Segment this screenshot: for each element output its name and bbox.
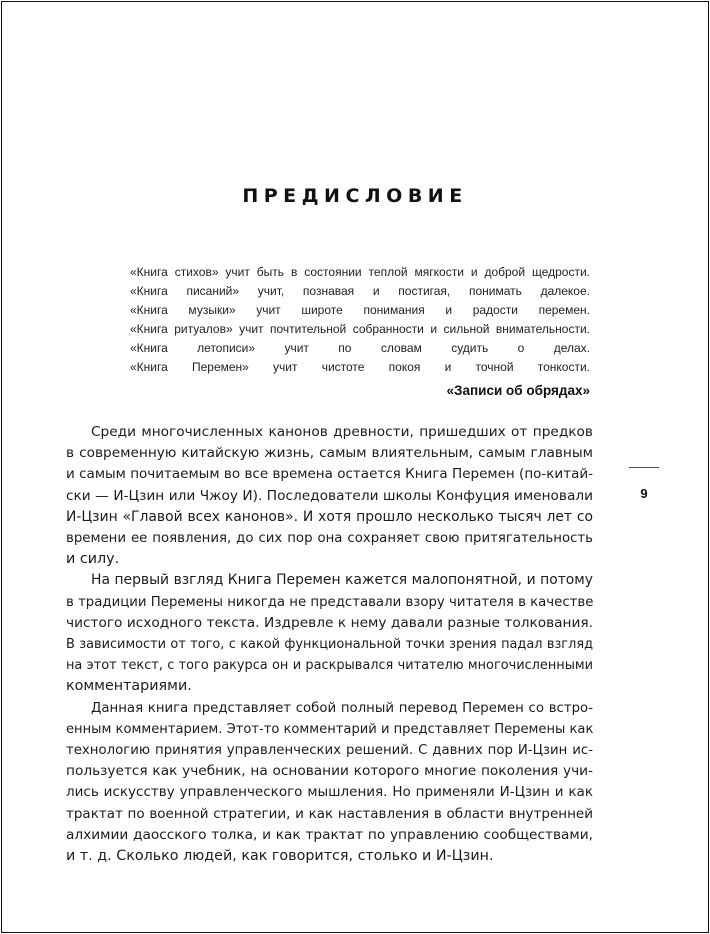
text-line: енным комментарием. Этот-то комментарий и представляет Перемены как bbox=[66, 721, 594, 737]
text-line: На первый взгляд Книга Перемен кажется малопонятной, и потому bbox=[91, 572, 593, 589]
text-line: И-Цзин «Главой всех канонов». И хотя прошло несколько тысяч лет со bbox=[66, 508, 593, 525]
paragraph bbox=[66, 698, 593, 868]
epigraph-line: «Книга ритуалов» учит почтительной собранности и сильной внимательности. bbox=[130, 322, 590, 336]
text-line: и самым почитаемым во все времена остается Книга Перемен (по-китай- bbox=[66, 466, 593, 483]
paragraph bbox=[66, 570, 593, 697]
text-line: и силу. bbox=[66, 551, 120, 568]
page-number: 9 bbox=[640, 486, 648, 501]
epigraph-line: «Книга Перемен» учит чистоте покоя и точной тонкости. bbox=[130, 360, 590, 374]
text-line: трактат по военной стратегии, и как наставления в области внутренней bbox=[66, 805, 593, 822]
text-line: алхимии даосского толка, и как трактат по управлению сообществами, bbox=[66, 826, 593, 843]
text-line: лись искусству управленческого мышления. Но применяли И-Цзин и как bbox=[66, 784, 593, 801]
epigraph-line: «Книга писаний» учит, познавая и постигая, понимать далекое. bbox=[130, 284, 590, 298]
text-line: в современную китайскую жизнь, самым влиятельным, самым главным bbox=[66, 445, 593, 462]
book-page bbox=[1, 1, 709, 933]
epigraph bbox=[130, 263, 590, 377]
text-line: в традиции Перемены никогда не представали взору читателя в качестве bbox=[66, 594, 594, 610]
text-line: ски — И-Цзин или Чжоу И). Последователи школы Конфуция именовали bbox=[66, 487, 593, 504]
text-line: Среди многочисленных канонов древности, пришедших от предков bbox=[91, 424, 593, 440]
epigraph-line: «Книга летописи» учит по словам судить о делах. bbox=[130, 341, 590, 355]
epigraph-source: «Записи об обрядах» bbox=[446, 383, 590, 398]
text-line: чистого исходного текста. Издревле к нему давали разные толкования. bbox=[66, 614, 593, 631]
margin-divider bbox=[629, 467, 659, 468]
text-line: и т. д. Сколько людей, как говорится, столько и И-Цзин. bbox=[66, 848, 494, 865]
text-line: В зависимости от того, с какой функциональной точки зрения падал взгляд bbox=[66, 637, 593, 653]
text-line: технологию принятия управленческих решений. С давних пор И-Цзин ис- bbox=[66, 743, 593, 759]
text-line: Данная книга представляет собой полный перевод Перемен со встро- bbox=[91, 700, 593, 716]
text-line: пользуется как учебник, на основании которого многие поколения учи- bbox=[66, 763, 593, 780]
body-text bbox=[66, 422, 593, 867]
epigraph-line: «Книга музыки» учит широте понимания и радости перемен. bbox=[130, 303, 590, 317]
paragraph bbox=[66, 422, 593, 570]
text-line: времени ее появления, до сих пор она сохраняет свою притягательность bbox=[66, 531, 593, 547]
text-line: комментариями. bbox=[66, 678, 192, 695]
chapter-title: ПРЕДИСЛОВИЕ bbox=[242, 185, 468, 207]
text-line: на этот текст, с того ракурса он и раскрывался читателю многочисленными bbox=[66, 658, 593, 674]
epigraph-line: «Книга стихов» учит быть в состоянии теплой мягкости и доброй щедрости. bbox=[130, 265, 590, 279]
